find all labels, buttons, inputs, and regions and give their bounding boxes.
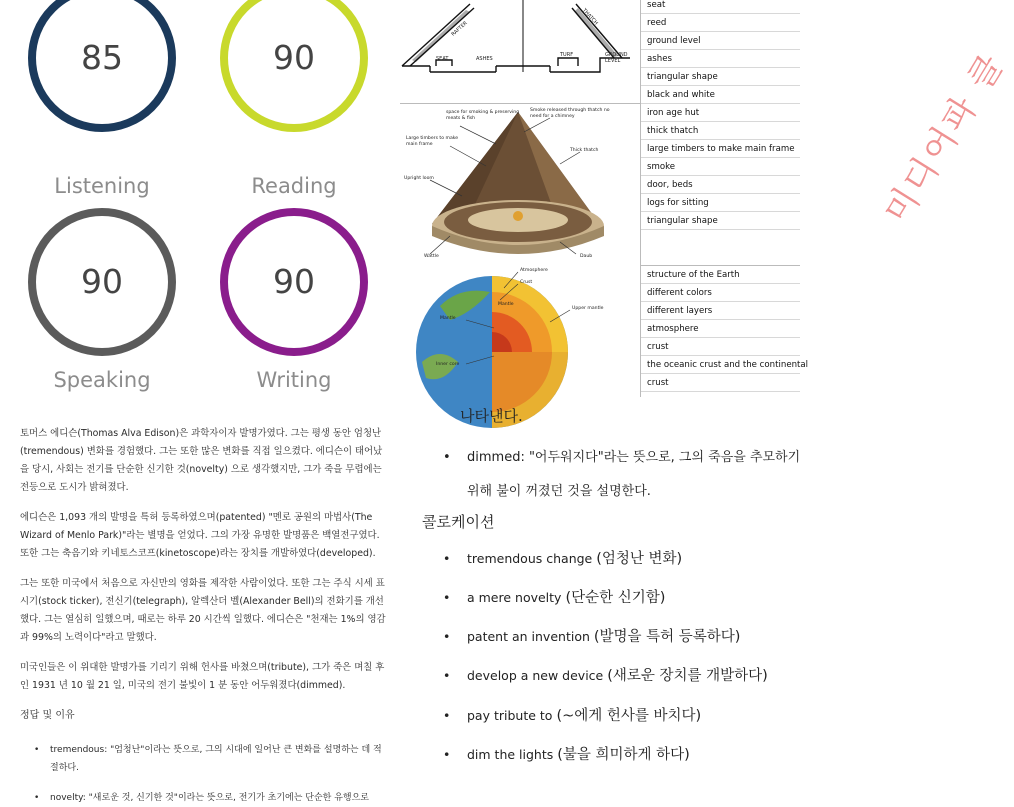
vocab-row-hut-diagram — [400, 0, 800, 104]
collocation-item — [443, 549, 682, 569]
score-label: Listening — [20, 172, 184, 204]
vocab-words-column — [640, 104, 800, 265]
collocation-item — [443, 745, 690, 765]
vocab-word: crust — [641, 338, 800, 356]
answer-item: • novelty: "새로운 것, 신기한 것"이라는 뜻으로, 전기가 초기에는 단순한 유행으로 — [20, 789, 389, 807]
story-paragraph: 그는 또한 미국에서 처음으로 자신만의 영화를 제작한 사람이었다. 또한 그는 주식 시세 표시기(stock ticker), 전신기(telegraph), 알렉산더 벨(Alexander Bell)의 전화기를 개선했다. 그는 열심히 일했으며, 때로는 하루 20 시간씩 일했다. 에디슨은 "천재는 1%의 영감과 99%의 노력이다"라고 말했다. — [20, 578, 386, 643]
iron-age-hut-svg — [400, 104, 640, 266]
earth-structure-svg — [400, 266, 640, 397]
vocab-word: door, beds — [641, 176, 800, 194]
picture-label: space for smoking & preserving meats & fish — [446, 110, 520, 121]
collocation-english: pay tribute to — [467, 708, 553, 723]
vocab-word: smoke — [641, 158, 800, 176]
collocation-english: a mere novelty — [467, 590, 562, 605]
vocab-row-earth-structure — [400, 266, 809, 397]
collocation-korean: (~에게 헌사를 바치다) — [556, 708, 702, 724]
collocation-english: develop a new device — [467, 668, 604, 683]
iron-age-hut-picture — [400, 104, 640, 265]
collocation-korean: (엄청난 변화) — [596, 551, 683, 567]
collocation-item — [443, 627, 740, 647]
collocation-korean: (단순한 신기함) — [565, 590, 666, 606]
dimmed-explanation: • dimmed: "어두워지다"라는 뜻으로, 그의 죽음을 추모하기 위해 불이 꺼졌던 것을 설명한다. — [443, 441, 803, 509]
earth-structure-picture — [400, 266, 640, 397]
picture-label: Atmosphere — [520, 268, 548, 273]
score-writing — [212, 208, 382, 398]
vocab-word: crust — [641, 374, 800, 392]
score-value: 90 — [273, 262, 315, 301]
score-reading — [212, 10, 382, 200]
diagram-label-seat: SEAT — [436, 56, 449, 62]
vocab-words-column — [640, 266, 809, 397]
collocation-panel — [403, 397, 800, 800]
vocab-word: different layers — [641, 302, 800, 320]
collocation-item — [443, 706, 701, 726]
picture-label: Crust — [520, 280, 533, 285]
vocab-word: logs for sitting — [641, 194, 800, 212]
collocation-english: patent an invention — [467, 629, 590, 644]
vocab-word: triangular shape — [641, 212, 800, 230]
vocab-word: iron age hut — [641, 104, 800, 122]
score-speaking — [20, 208, 190, 398]
vocab-word: thick thatch — [641, 122, 800, 140]
answer-item: • tremendous: "엄청난"이라는 뜻으로, 그의 시대에 일어난 큰 변화를 설명하는 데 적절하다. — [20, 741, 389, 777]
diagram-label-thatch: THATCH — [581, 7, 599, 27]
vocab-word: reed — [641, 14, 800, 32]
score-value: 90 — [273, 38, 315, 77]
picture-label: Mantle — [440, 316, 456, 321]
watermark-stamp: 미디어파 클 — [876, 45, 1013, 231]
vocab-word: triangular shape — [641, 68, 800, 86]
collocation-korean: (새로운 장치를 개발하다) — [607, 668, 768, 684]
diagram-label-ground-level: GROUND LEVEL — [605, 52, 628, 64]
text-fragment: 나타낸다. — [460, 407, 523, 425]
hut-diagram-svg — [400, 0, 640, 104]
picture-label: Daub — [580, 254, 593, 259]
collocation-item — [443, 588, 665, 608]
answers-heading: 정답 및 이유 — [20, 710, 75, 721]
score-value: 90 — [81, 262, 123, 301]
vocab-word: large timbers to make main frame — [641, 140, 800, 158]
hut-cross-section-diagram — [400, 0, 640, 103]
score-label: Reading — [212, 172, 376, 204]
vocab-word: ground level — [641, 32, 800, 50]
diagram-label-turf: TURF — [560, 52, 574, 58]
picture-label: Large timbers to make main frame — [406, 136, 459, 147]
collocation-korean: (불을 희미하게 하다) — [557, 747, 690, 763]
collocation-english: tremendous change — [467, 551, 593, 566]
diagram-label-rafter: RAFTER — [450, 20, 469, 38]
vocab-words-column — [640, 0, 800, 103]
picture-label: Wattle — [424, 254, 439, 259]
collocation-korean: (발명을 특허 등록하다) — [593, 629, 741, 645]
vocab-word: ashes — [641, 50, 800, 68]
score-label: Speaking — [20, 366, 184, 398]
collocation-item — [443, 666, 768, 686]
vocab-word: different colors — [641, 284, 800, 302]
picture-label: Mantle — [498, 302, 514, 307]
score-value: 85 — [81, 38, 123, 77]
story-paragraph: 토머스 에디슨(Thomas Alva Edison)은 과학자이자 발명가였다. 그는 평생 동안 엄청난(tremendous) 변화를 경험했다. 그는 또한 많은 변화를 직접 일으켰다. 에디슨이 태어났을 당시, 사회는 전기를 단순한 신기한 것(novelty) 으로 생각했지만, 그가 죽을 무렵에는 전등으로 도시가 밝혀졌다. — [20, 428, 383, 493]
vocab-word: seat — [641, 0, 800, 14]
score-label: Writing — [212, 366, 376, 398]
collocation-english: dim the lights — [467, 747, 554, 762]
edison-story-text — [0, 397, 403, 803]
picture-label: Inner core — [436, 362, 460, 367]
vocabulary-table — [400, 0, 1013, 397]
score-listening — [20, 10, 190, 200]
vocab-word: black and white — [641, 86, 800, 104]
answers-list — [20, 741, 389, 807]
diagram-label-ashes: ASHES — [476, 56, 493, 62]
vocab-word: structure of the Earth — [641, 266, 800, 284]
collocation-heading: 콜로케이션 — [422, 513, 495, 531]
picture-label: Thick thatch — [570, 148, 599, 153]
vocab-row-iron-age-hut — [400, 104, 800, 266]
story-paragraph: 에디슨은 1,093 개의 발명을 특허 등록하였으며(patented) "멘로 공원의 마법사(The Wizard of Menlo Park)"라는 별명을 얻었다. 그의 가장 유명한 발명품은 백열전구였다. 또한 그는 축음기와 키네토스코프(kinetoscope)라는 장치를 개발하였다(developed). — [20, 512, 380, 559]
vocab-word: atmosphere — [641, 320, 800, 338]
score-panel — [0, 0, 400, 400]
picture-label: Upright loom — [404, 176, 434, 181]
vocab-word: the oceanic crust and the continental — [641, 356, 800, 374]
story-paragraph: 미국인들은 이 위대한 발명가를 기리기 위해 헌사를 바쳤으며(tribute), 그가 죽은 며칠 후인 1931 년 10 월 21 일, 미국의 전기 불빛이 1 분 동안 어두워졌다(dimmed). — [20, 662, 385, 691]
picture-label: Upper mantle — [572, 306, 604, 311]
picture-label: Smoke released through thatch no need for a chimney — [530, 108, 610, 119]
